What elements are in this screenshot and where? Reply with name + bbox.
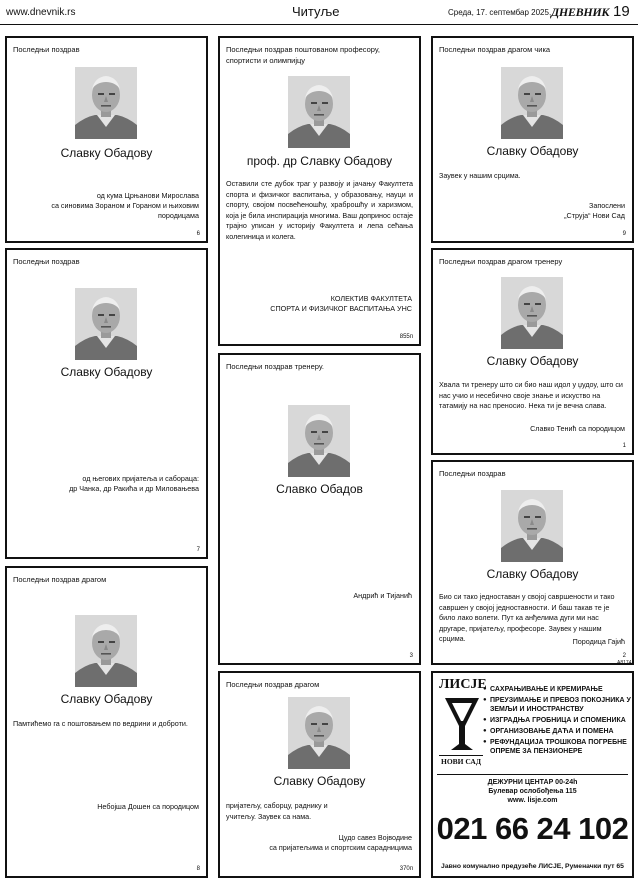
notice-signature: Славко Тенић са породицом bbox=[530, 424, 625, 433]
ad-code: А8174 bbox=[617, 660, 632, 666]
deceased-name: Славку Обадову bbox=[60, 146, 153, 160]
notice-number: 6 bbox=[196, 231, 200, 237]
chalice-logo-icon bbox=[442, 696, 482, 754]
notice-signature: КОЛЕКТИВ ФАКУЛТЕТА СПОРТА И ФИЗИЧКОГ ВАСПИТАЊА УНС bbox=[270, 294, 412, 313]
portrait-photo bbox=[501, 67, 563, 139]
notice-signature: Цудо савез Војводине са пријатељима и спортским сарадницима bbox=[269, 833, 412, 852]
notice-number: 8 bbox=[196, 866, 200, 872]
newspaper-logo: ДНЕВНИК bbox=[551, 5, 610, 19]
service-item: ● ИЗГРАДЊА ГРОБНИЦА И СПОМЕНИКА bbox=[483, 716, 633, 725]
notice-number: 370п bbox=[399, 866, 413, 872]
portrait-photo bbox=[288, 697, 350, 769]
service-item: ● ОРГАНИЗОВАЊЕ ДАЋА И ПОМЕНА bbox=[483, 727, 633, 736]
notice-intro: Последњи поздрав драгом чика bbox=[439, 45, 551, 54]
obituary-notice bbox=[218, 671, 421, 878]
service-item: ● САХРАЊИВАЊЕ И КРЕМИРАЊЕ bbox=[483, 685, 633, 694]
notice-number: 9 bbox=[622, 231, 626, 237]
notice-intro: Последњи поздрав bbox=[13, 45, 80, 54]
portrait-photo bbox=[75, 67, 137, 139]
obituary-notice bbox=[5, 566, 208, 878]
site-url[interactable]: www.dnevnik.rs bbox=[6, 7, 76, 18]
obituary-notice bbox=[5, 36, 208, 243]
phone-number: 021 66 24 102 bbox=[436, 811, 629, 846]
notice-text: Оставили сте дубок траг у развоју и јачању Факултета спорта и физичког васпитања, у образовању, науци и спорту, својом посвећеношћу, храброшћу и харизмом, која је била инспирација многима. Ваш допринос остаје трајно уписан у историју Факултета и лепа сећања колегиница и колега. bbox=[226, 179, 414, 241]
notice-intro: Последњи поздрав bbox=[13, 257, 80, 266]
notice-number: 855п bbox=[399, 334, 413, 340]
notice-signature: од његових пријатеља и сабораца: др Чанка, др Ракића и др Миловањева bbox=[69, 474, 199, 493]
ad-footer: Јавно комунално предузеће ЛИСЈЕ, Руменачки пут 65 bbox=[441, 863, 624, 870]
deceased-name: Славку Обадову bbox=[486, 144, 579, 158]
divider bbox=[437, 774, 628, 775]
notice-number: 2 bbox=[622, 653, 626, 659]
notice-text: Заувек у нашим срцима. bbox=[439, 171, 521, 180]
obituary-notice bbox=[431, 460, 634, 665]
deceased-name: Славко Обадов bbox=[276, 482, 363, 496]
notice-intro: Последњи поздрав драгом тренеру bbox=[439, 257, 563, 266]
obituary-notice bbox=[218, 353, 421, 665]
notice-signature: Андрић и Тијанић bbox=[353, 591, 412, 600]
notice-signature: од кума Црњанови Мирослава са синовима Зораном и Гораном и њиховим породицама bbox=[51, 191, 199, 220]
obituary-notice bbox=[5, 248, 208, 559]
notice-intro: Последњи поздрав драгом bbox=[226, 680, 320, 689]
funeral-service-ad bbox=[431, 671, 634, 878]
issue-date: Среда, 17. септембар 2025. bbox=[448, 8, 552, 17]
notice-text: Памтићемо га с поштовањем по ведрини и доброти. bbox=[13, 719, 188, 728]
portrait-photo bbox=[288, 405, 350, 477]
notice-signature: Запослени „Струја“ Нови Сад bbox=[564, 201, 625, 220]
ad-city: НОВИ САД bbox=[441, 757, 481, 766]
section-title: Читуље bbox=[292, 4, 340, 19]
deceased-name: Славку Обадову bbox=[60, 692, 153, 706]
notice-signature: Небојша Дошен са породицом bbox=[97, 802, 199, 811]
notice-text: пријатељу, саборцу, раднику и учитељу. Заувек са нама. bbox=[226, 801, 328, 821]
services-list bbox=[483, 685, 633, 758]
notice-intro: Последњи поздрав bbox=[439, 469, 506, 478]
notice-number: 1 bbox=[622, 443, 626, 449]
ad-website[interactable]: www. lisje.com bbox=[507, 797, 558, 804]
notice-number: 7 bbox=[196, 547, 200, 553]
obituary-notice bbox=[431, 36, 634, 243]
page-header bbox=[0, 0, 638, 25]
notice-intro: Последњи поздрав поштованом професору, спортисти и олимпијцу bbox=[226, 45, 380, 65]
deceased-name: Славку Обадову bbox=[486, 567, 579, 581]
portrait-photo bbox=[288, 76, 350, 148]
portrait-photo bbox=[501, 277, 563, 349]
obituary-notice bbox=[431, 248, 634, 455]
obituary-notice bbox=[218, 36, 421, 346]
service-item: ● РЕФУНДАЦИЈА ТРОШКОВА ПОГРЕБНЕ ОПРЕМЕ ЗА ПЕНЗИОНЕРЕ bbox=[483, 738, 633, 756]
notice-number: 3 bbox=[409, 653, 413, 659]
service-item: ● ПРЕУЗИМАЊЕ И ПРЕВОЗ ПОКОЈНИКА У ЗЕМЉИ И ИНОСТРАНСТВУ bbox=[483, 696, 633, 714]
deceased-name: Славку Обадову bbox=[486, 354, 579, 368]
notice-text: Хвала ти тренеру што си био наш идол у џудоу, што си нас учио и несебично своје знање и искуство на татамију на нас преносио. Нека ти је вечна слава. bbox=[439, 380, 623, 410]
page-number: 19 bbox=[613, 3, 630, 20]
duty-center-info: ДЕЖУРНИ ЦЕНТАР 00-24h Булевар ослобођења 115 www. lisje.com bbox=[433, 778, 632, 805]
deceased-name: Славку Обадову bbox=[273, 774, 366, 788]
portrait-photo bbox=[75, 288, 137, 360]
notice-text: Био си тако једноставан у својој савршености и тако савршен у својој једноставности. И баш такав те је било лако волети. Пут ка анђелима дуги ми нас другаре, пријатељу, професоре. Заувек у нашим срцима. bbox=[439, 592, 615, 643]
portrait-photo bbox=[501, 490, 563, 562]
ad-brand: ЛИСЈЕ bbox=[439, 677, 487, 692]
deceased-name: Славку Обадову bbox=[60, 365, 153, 379]
deceased-name: проф. др Славку Обадову bbox=[246, 154, 393, 168]
portrait-photo bbox=[75, 615, 137, 687]
notice-intro: Последњи поздрав драгом bbox=[13, 575, 107, 584]
notice-signature: Породица Гајић bbox=[572, 637, 625, 646]
notice-intro: Последњи поздрав тренеру. bbox=[226, 362, 324, 371]
